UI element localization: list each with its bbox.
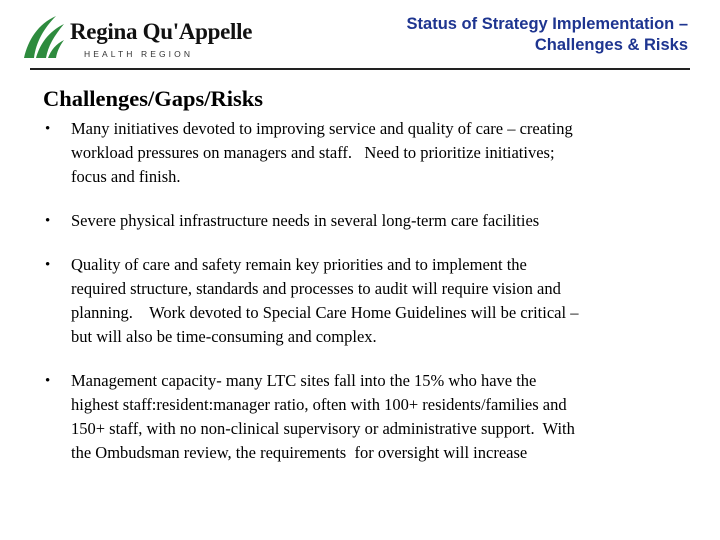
- header-divider: [30, 68, 690, 70]
- bullet-item: [30, 117, 690, 189]
- bullet-text-line: focus and finish.: [71, 167, 181, 186]
- bullet-text-line: Many initiatives devoted to improving service and quality of care – creating: [71, 119, 573, 138]
- bullet-dot-icon: •: [45, 213, 51, 229]
- bullet-dot-icon: •: [45, 257, 51, 273]
- bullet-item: [30, 253, 690, 349]
- bullet-text-line: planning. Work devoted to Special Care Home Guidelines will be critical –: [71, 303, 579, 322]
- slide-title-line-1: Status of Strategy Implementation –: [406, 15, 688, 33]
- region-logo: [22, 14, 253, 64]
- bullet-text-line: 150+ staff, with no non-clinical supervisory or administrative support. With: [71, 419, 575, 438]
- bullet-item: [30, 209, 690, 233]
- bullet-text-line: highest staff:resident:manager ratio, often with 100+ residents/families and: [71, 395, 567, 414]
- bullet-text-line: the Ombudsman review, the requirements for oversight will increase: [71, 443, 528, 462]
- leaf-logo-icon: [22, 14, 66, 60]
- bullet-text-line: but will also be time-consuming and complex.: [71, 327, 377, 346]
- bullet-dot-icon: •: [45, 121, 51, 137]
- bullet-list: [30, 117, 690, 485]
- section-heading: Challenges/Gaps/Risks: [43, 86, 264, 111]
- slide-title: [308, 14, 688, 56]
- logo-name: Regina Qu'Appelle: [70, 19, 253, 44]
- logo-subtitle: HEALTH REGION: [84, 49, 194, 59]
- bullet-text-line: Severe physical infrastructure needs in several long-term care facilities: [71, 211, 540, 230]
- bullet-dot-icon: •: [45, 373, 51, 389]
- bullet-item: [30, 369, 690, 465]
- bullet-text-line: Management capacity- many LTC sites fall into the 15% who have the: [71, 371, 537, 390]
- bullet-text-line: required structure, standards and processes to audit will require vision and: [71, 279, 561, 298]
- slide-title-line-2: Challenges & Risks: [534, 36, 688, 54]
- bullet-text-line: workload pressures on managers and staff. Need to prioritize initiatives;: [71, 143, 555, 162]
- bullet-text-line: Quality of care and safety remain key priorities and to implement the: [71, 255, 527, 274]
